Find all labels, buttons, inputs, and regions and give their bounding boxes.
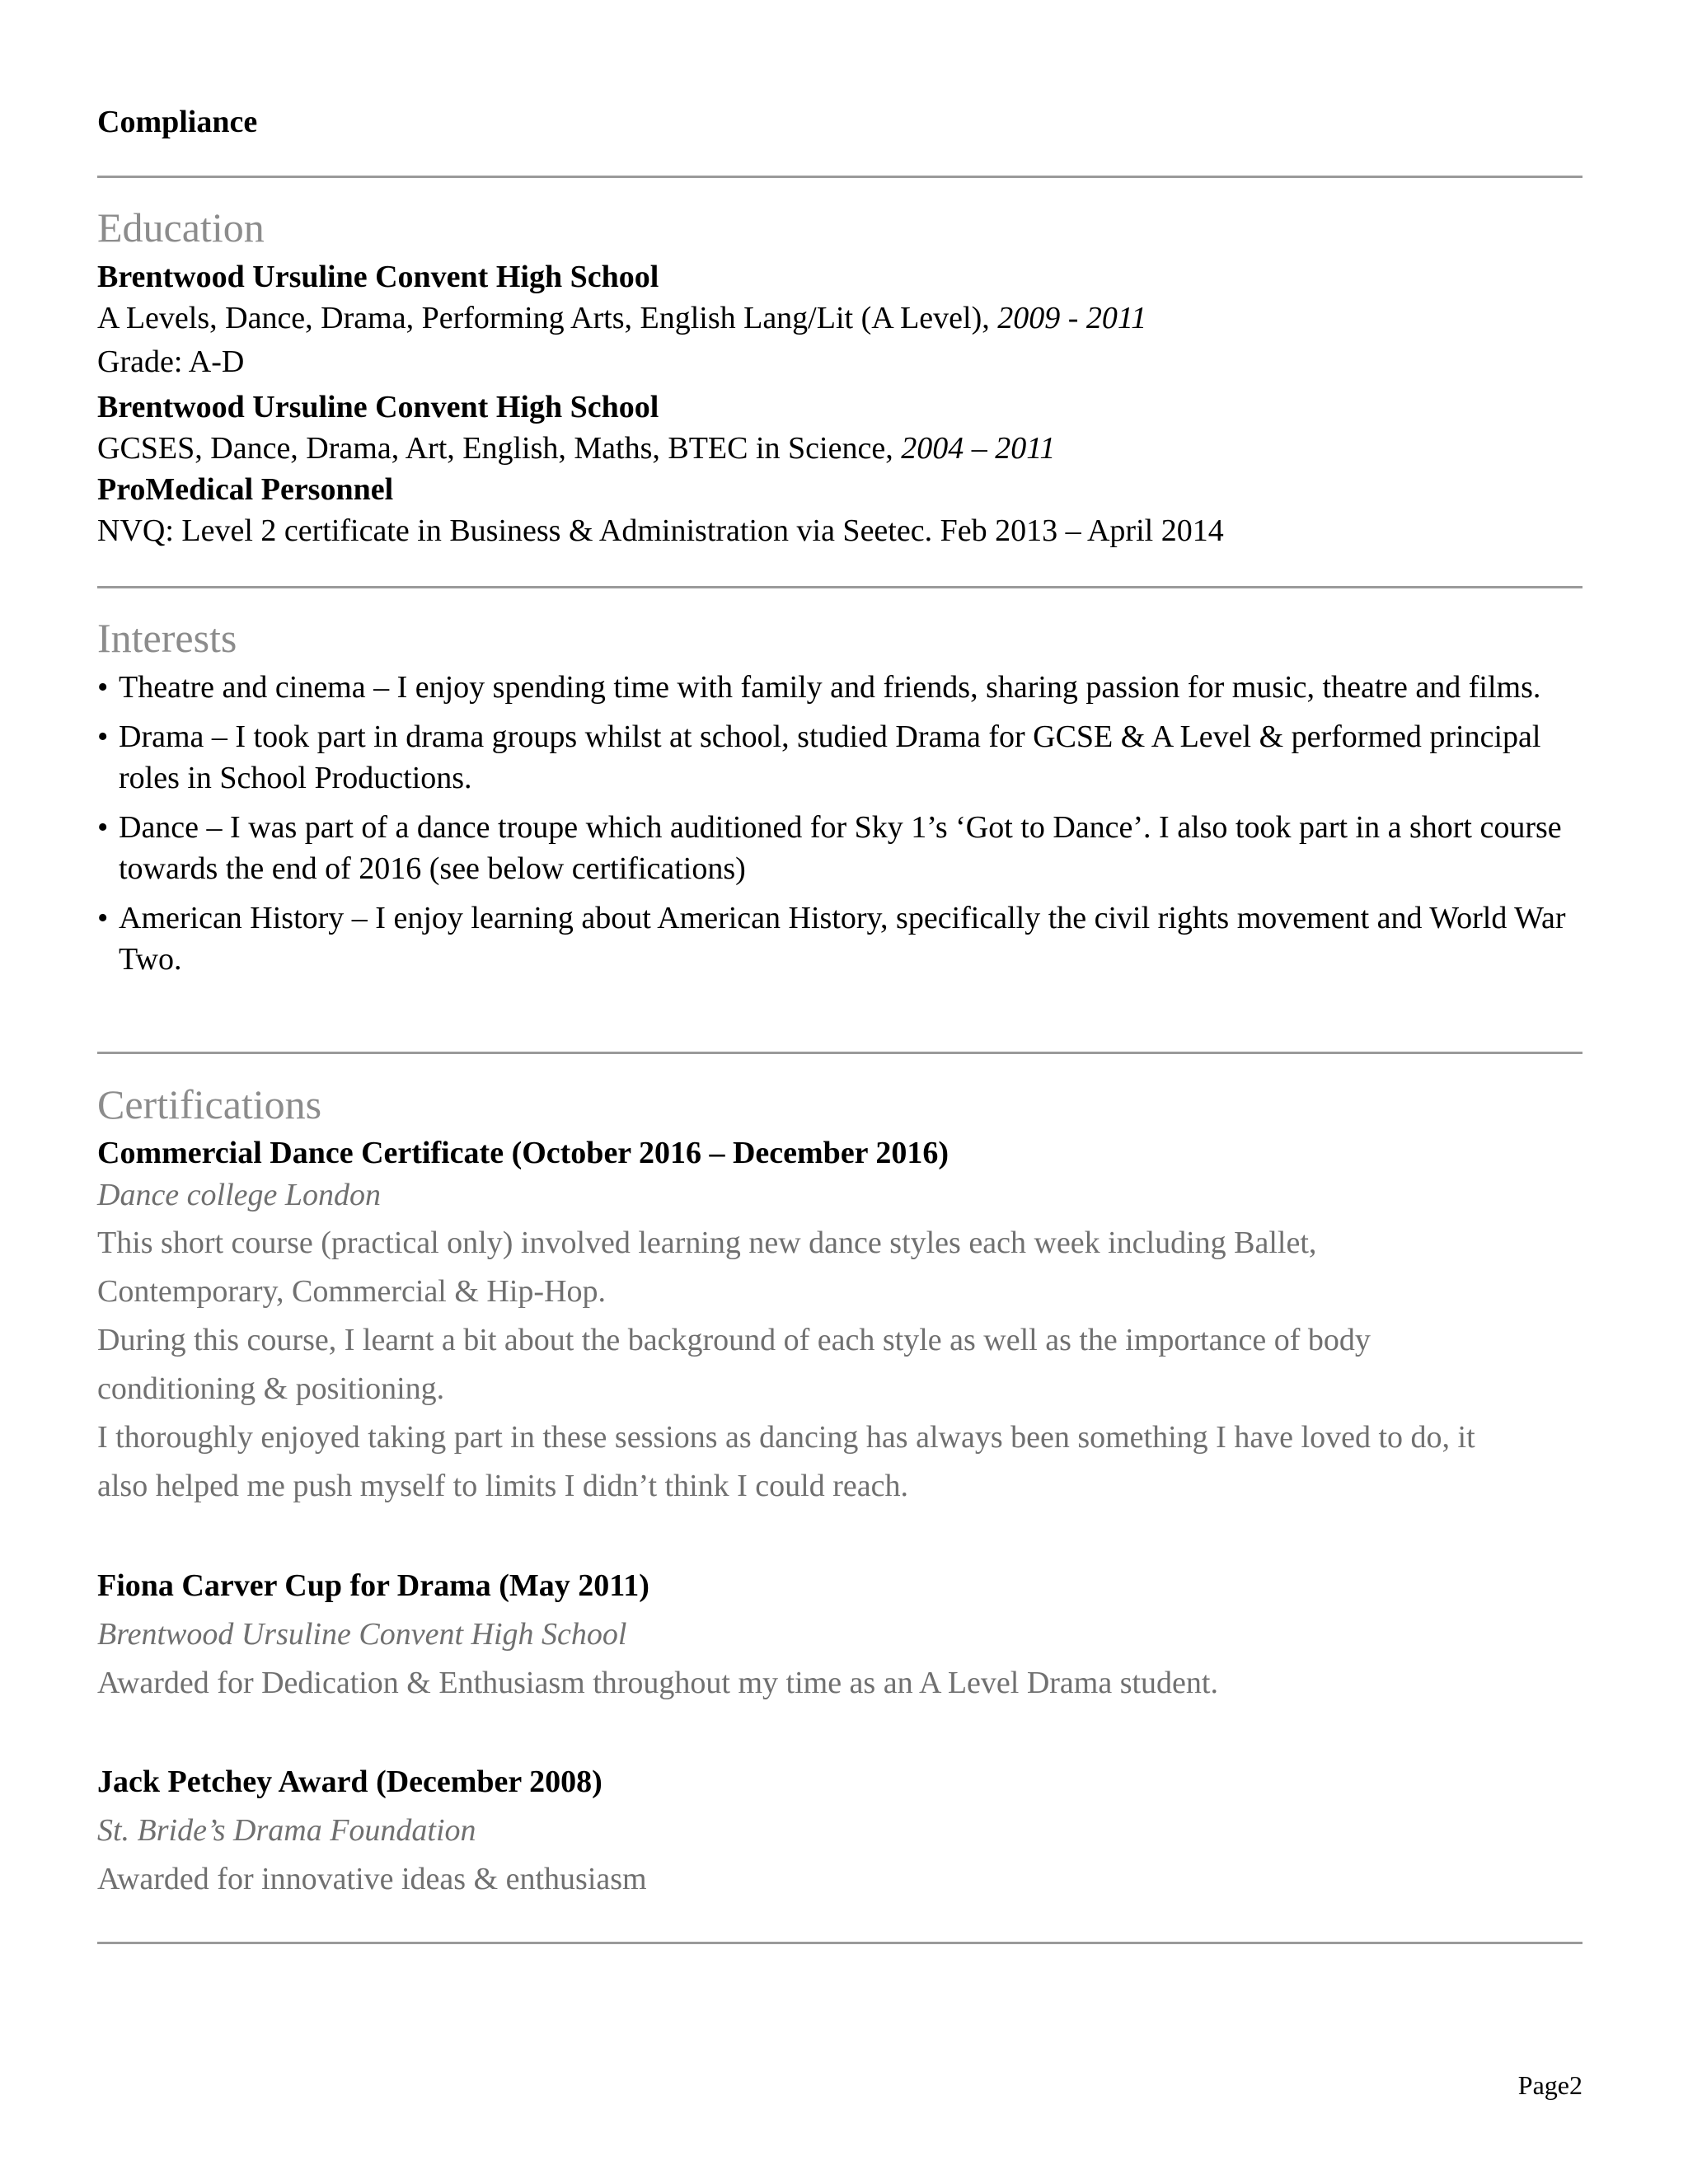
list-item (97, 807, 1589, 889)
education-detail: NVQ: Level 2 certificate in Business & Administration via Seetec. Feb 2013 – April 2014 (97, 513, 1224, 548)
education-detail-text: GCSES, Dance, Drama, Art, English, Maths, BTEC in Science, (97, 431, 902, 466)
bullet-icon: • (97, 810, 109, 845)
certifications-heading: Certifications (97, 1081, 322, 1127)
interests-list (97, 667, 1589, 980)
divider-top (97, 176, 1582, 178)
certification-title: Jack Petchey Award (December 2008) (97, 1765, 603, 1799)
divider-education (97, 586, 1582, 588)
certification-org: Dance college London (97, 1178, 382, 1212)
education-years: 2009 - 2011 (997, 301, 1147, 335)
bullet-icon: • (97, 719, 109, 754)
certification-title: Fiona Carver Cup for Drama (May 2011) (97, 1568, 649, 1603)
divider-bottom (97, 1942, 1582, 1944)
certification-text: Awarded for Dedication & Enthusiasm throughout my time as an A Level Drama student. (97, 1666, 1218, 1700)
list-item (97, 667, 1589, 708)
certification-text: Awarded for innovative ideas & enthusiasm (97, 1862, 647, 1896)
certification-text: This short course (practical only) involved learning new dance styles each week including Ballet, (97, 1226, 1317, 1260)
interest-text: Drama – I took part in drama groups whilst at school, studied Drama for GCSE & A Level & performed principal roles in School Productions. (119, 719, 1541, 795)
education-school: Brentwood Ursuline Convent High School (97, 390, 659, 424)
interest-text: Dance – I was part of a dance troupe which auditioned for Sky 1’s ‘Got to Dance’. I also took part in a short course towards the end of 2016 (see below certifications) (119, 810, 1562, 886)
compliance-heading: Compliance (97, 105, 258, 139)
education-detail-text: A Levels, Dance, Drama, Performing Arts, English Lang/Lit (A Level), (97, 301, 998, 335)
certification-text: During this course, I learnt a bit about the background of each style as well as the importance of body (97, 1323, 1371, 1357)
certification-org: Brentwood Ursuline Convent High School (97, 1617, 627, 1652)
interests-heading: Interests (97, 615, 237, 661)
education-heading: Education (97, 204, 265, 251)
education-school: Brentwood Ursuline Convent High School (97, 260, 659, 294)
bullet-icon: • (97, 901, 109, 935)
page-number: Page2 (1517, 2070, 1582, 2100)
certification-text: conditioning & positioning. (97, 1371, 445, 1406)
certification-text: Contemporary, Commercial & Hip-Hop. (97, 1274, 607, 1309)
education-detail (97, 429, 1055, 468)
bullet-icon: • (97, 670, 109, 705)
certification-org: St. Bride’s Drama Foundation (97, 1813, 476, 1848)
education-detail (97, 298, 1146, 338)
certification-text: I thoroughly enjoyed taking part in these sessions as dancing has always been something I have loved to do, it (97, 1420, 1475, 1455)
interest-text: American History – I enjoy learning about American History, specifically the civil rights movement and World War Two. (119, 901, 1566, 977)
list-item (97, 716, 1589, 799)
certification-text: also helped me push myself to limits I didn’t think I could reach. (97, 1469, 908, 1503)
education-years: 2004 – 2011 (901, 431, 1056, 466)
interest-text: Theatre and cinema – I enjoy spending time with family and friends, sharing passion for music, theatre and films. (119, 670, 1541, 705)
divider-interests (97, 1052, 1582, 1054)
education-grade: Grade: A-D (97, 344, 245, 379)
list-item (97, 898, 1589, 980)
education-school: ProMedical Personnel (97, 472, 394, 507)
certification-title: Commercial Dance Certificate (October 2016 – December 2016) (97, 1136, 950, 1170)
